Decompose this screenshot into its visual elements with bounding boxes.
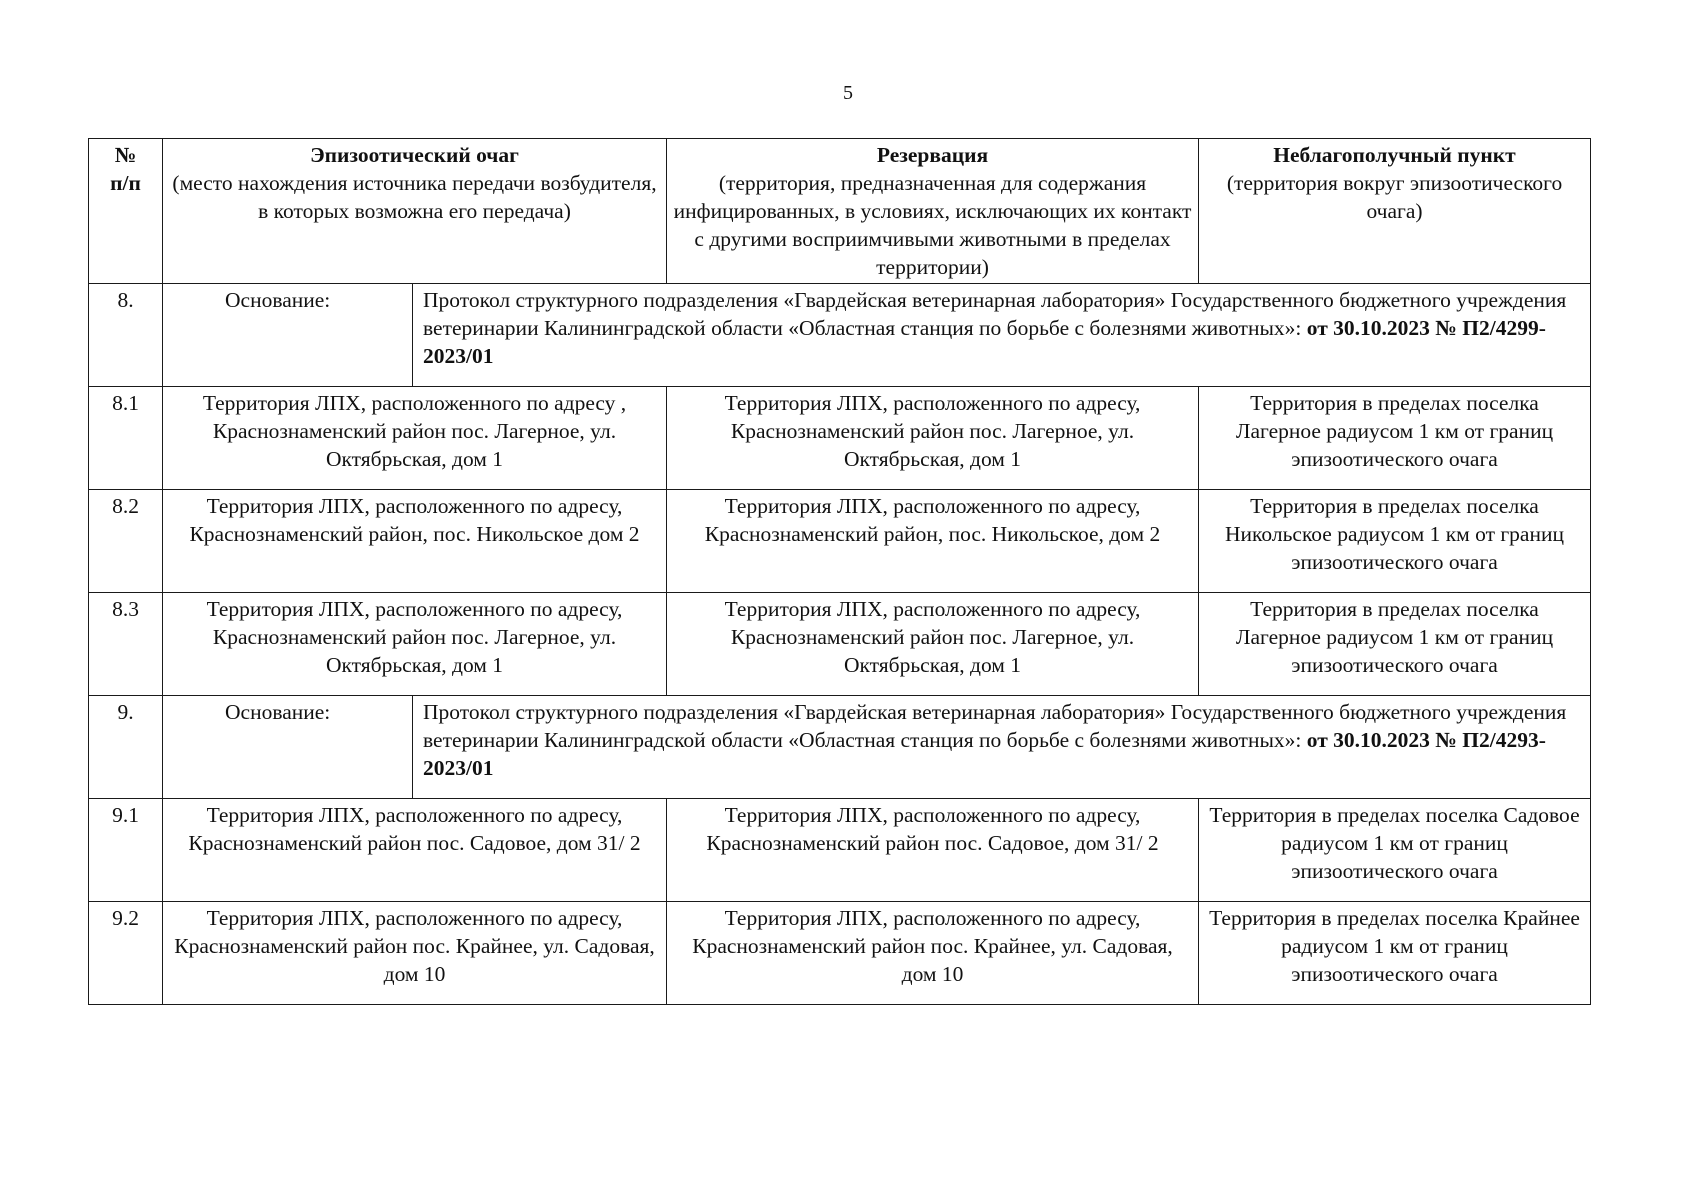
epizootic-table (88, 138, 1591, 1005)
point-cell: Территория в пределах поселка Лагерное радиусом 1 км от границ эпизоотического очага (1199, 593, 1591, 696)
reservation-cell: Территория ЛПХ, расположенного по адресу, Краснознаменский район пос. Садовое, дом 31/ 2 (667, 799, 1199, 902)
header-num (89, 139, 163, 284)
focus-cell: Территория ЛПХ, расположенного по адресу, Краснознаменский район, пос. Никольское дом 2 (163, 490, 667, 593)
basis-description: Протокол структурного подразделения «Гвардейская ветеринарная лаборатория» Государственного бюджетного учреждения ветеринарии Калининградской области «Областная станция по борьбе с болезнями животных»: (423, 288, 1567, 340)
header-focus (163, 139, 667, 284)
row-number: 8.2 (89, 490, 163, 593)
reservation-cell: Территория ЛПХ, расположенного по адресу, Краснознаменский район пос. Крайнее, ул. Садовая, дом 10 (667, 902, 1199, 1005)
point-cell: Территория в пределах поселка Лагерное радиусом 1 км от границ эпизоотического очага (1199, 387, 1591, 490)
basis-description: Протокол структурного подразделения «Гвардейская ветеринарная лаборатория» Государственного бюджетного учреждения ветеринарии Калининградской области «Областная станция по борьбе с болезнями животных»: (423, 700, 1567, 752)
header-reservation-title: Резервация (876, 143, 989, 167)
header-point-desc: (территория вокруг эпизоотического очага) (1226, 171, 1563, 223)
focus-cell: Территория ЛПХ, расположенного по адресу, Краснознаменский район пос. Садовое, дом 31/ 2 (163, 799, 667, 902)
header-reservation (667, 139, 1199, 284)
table-row (89, 387, 1591, 490)
header-focus-title: Эпизоотический очаг (310, 143, 519, 167)
table-row (89, 490, 1591, 593)
table-row (89, 593, 1591, 696)
row-number: 8.3 (89, 593, 163, 696)
point-cell: Территория в пределах поселка Садовое радиусом 1 км от границ эпизоотического очага (1199, 799, 1591, 902)
reservation-cell: Территория ЛПХ, расположенного по адресу, Краснознаменский район пос. Лагерное, ул. Октябрьская, дом 1 (667, 387, 1199, 490)
header-num-line1: № (114, 143, 137, 167)
point-cell: Территория в пределах поселка Никольское радиусом 1 км от границ эпизоотического очага (1199, 490, 1591, 593)
basis-text (413, 696, 1591, 799)
row-number: 9.1 (89, 799, 163, 902)
focus-cell: Территория ЛПХ, расположенного по адресу , Краснознаменский район пос. Лагерное, ул. Октябрьская, дом 1 (163, 387, 667, 490)
header-num-line2: п/п (110, 171, 141, 195)
basis-label: Основание: (163, 696, 413, 799)
basis-label: Основание: (163, 284, 413, 387)
header-focus-desc: (место нахождения источника передачи возбудителя, в которых возможна его передача) (172, 171, 657, 223)
basis-row-8 (89, 284, 1591, 387)
table-header-row (89, 139, 1591, 284)
table-row (89, 902, 1591, 1005)
reservation-cell: Территория ЛПХ, расположенного по адресу, Краснознаменский район пос. Лагерное, ул. Октябрьская, дом 1 (667, 593, 1199, 696)
focus-cell: Территория ЛПХ, расположенного по адресу, Краснознаменский район пос. Лагерное, ул. Октябрьская, дом 1 (163, 593, 667, 696)
basis-reference: от 30.10.2023 № П2/4293-2023/01 (423, 728, 1546, 780)
page-number: 5 (843, 82, 853, 104)
focus-cell: Территория ЛПХ, расположенного по адресу, Краснознаменский район пос. Крайнее, ул. Садовая, дом 10 (163, 902, 667, 1005)
header-reservation-desc: (территория, предназначенная для содержания инфицированных, в условиях, исключающих их контакт с другими восприимчивыми животными в пределах территории) (673, 171, 1192, 279)
header-point-title: Неблагополучный пункт (1273, 143, 1516, 167)
point-cell: Территория в пределах поселка Крайнее радиусом 1 км от границ эпизоотического очага (1199, 902, 1591, 1005)
section-number: 8. (89, 284, 163, 387)
header-point (1199, 139, 1591, 284)
basis-reference: от 30.10.2023 № П2/4299-2023/01 (423, 316, 1546, 368)
reservation-cell: Территория ЛПХ, расположенного по адресу, Краснознаменский район, пос. Никольское, дом 2 (667, 490, 1199, 593)
basis-text (413, 284, 1591, 387)
row-number: 8.1 (89, 387, 163, 490)
basis-row-9 (89, 696, 1591, 799)
section-number: 9. (89, 696, 163, 799)
table-row (89, 799, 1591, 902)
row-number: 9.2 (89, 902, 163, 1005)
